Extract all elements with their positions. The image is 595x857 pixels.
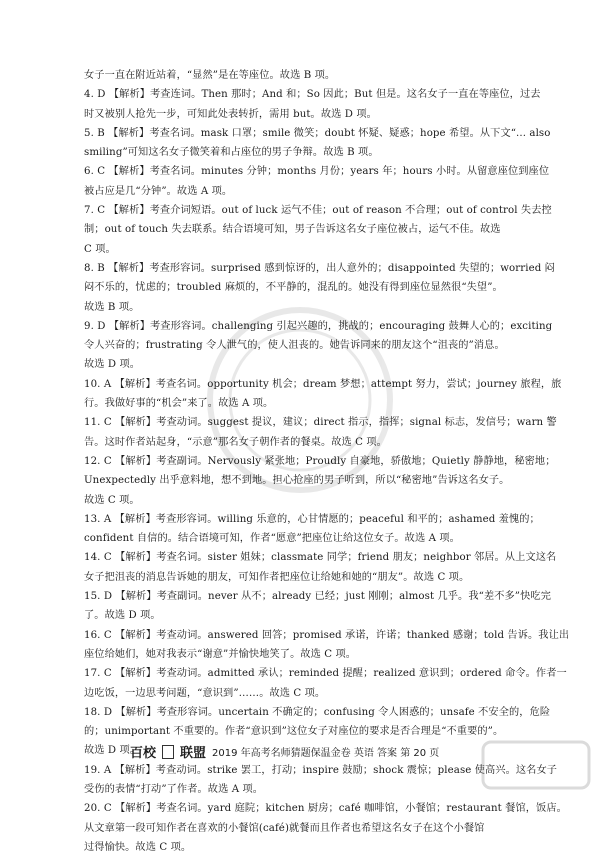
footer-brand-2: 联盟 (180, 746, 207, 761)
text-line: 7. C 【解析】考查介词短语。out of luck 运气不佳；out of reason 不合理；out of control 失去控 (84, 205, 552, 217)
text-line: 告。这时作者站起身，“示意”那名女子朝作者的餐桌。故选 C 项。 (84, 436, 387, 448)
text-line: 受伤的表情“打动”了作者。故选 A 项。 (84, 783, 264, 795)
text-line: 女子一直在附近站着，“显然”是在等座位。故选 B 项。 (84, 70, 336, 81)
text-line: 的；unimportant 不重要的。作者“意识到”这位女子对座位的要求是否合理是“不重要的”。 (84, 726, 504, 738)
text-line: 10. A 【解析】考查名词。opportunity 机会；dream 梦想；attempt 努力，尝试；journey 旅程，旅 (84, 378, 562, 390)
text-line: smiling”可知这名女子微笑着和占座位的男子争辩。故选 B 项。 (84, 147, 379, 159)
answer-page (84, 66, 570, 857)
text-line: 11. C 【解析】考查动词。suggest 提议，建议；direct 指示，指挥；signal 标志，发信号；warn 警 (84, 417, 557, 429)
text-line: 座位给她们，她对我表示“谢意”并愉快地笑了。故选 C 项。 (84, 648, 357, 660)
text-line: 20. C 【解析】考查名词。yard 庭院；kitchen 厨房；café 咖啡馆，小餐馆；restaurant 餐馆，饭店。 (84, 803, 567, 815)
text-line: 19. A 【解析】考查动词。strike 罢工，打动；inspire 鼓励；shock 震惊；please 使高兴。这名女子 (84, 764, 558, 776)
text-line: 16. C 【解析】考查动词。answered 回答；promised 承诺，许诺；thanked 感谢；told 告诉。我让出 (84, 629, 570, 641)
text-line: 8. B 【解析】考查形容词。surprised 感到惊讶的，出人意外的；disappointed 失望的；worried 闷 (84, 262, 555, 274)
text-line: 9. D 【解析】考查形容词。challenging 引起兴趣的，挑战的；encouraging 鼓舞人心的；exciting (84, 320, 553, 332)
footer-text: 2019 年高考名师猜题保温金卷 英语 答案 第 20 页 (212, 748, 440, 759)
text-line: 12. C 【解析】考查副词。Nervously 紧张地；Proudly 自豪地，骄傲地；Quietly 静静地，秘密地； (84, 455, 556, 467)
text-line: 制；out of touch 失去联系。结合语境可知，男子告诉这名女子座位被占，运气不佳。故选 (84, 224, 501, 236)
text-line: 15. D 【解析】考查副词。never 从不；already 已经；just 刚刚；almost 几乎。我“差不多”快吃完 (84, 591, 551, 603)
text-line: 令人兴奋的；frustrating 令人泄气的，使人沮丧的。她告诉同来的朋友这个“沮丧的”消息。 (84, 340, 505, 352)
text-line: 故选 C 项。 (84, 494, 140, 506)
text-line: 5. B 【解析】考查名词。mask 口罩；smile 微笑；doubt 怀疑、疑惑；hope 希望。从下文“... also (84, 127, 551, 139)
text-line: 被占应是几“分钟”。故选 A 项。 (84, 185, 233, 197)
text-line: C 项。 (84, 243, 116, 255)
text-line: 14. C 【解析】考查名词。sister 姐妹；classmate 同学；friend 朋友；neighbor 邻居。从上文这名 (84, 552, 557, 564)
text-line: 6. C 【解析】考查名词。minutes 分钟；months 月份；years 年；hours 小时。从留意座位到座位 (84, 166, 550, 178)
text-line: 行。我做好事的“机会”来了。故选 A 项。 (84, 398, 274, 410)
text-line: confident 自信的。结合语境可知，作者“愿意”把座位让给这位女子。故选 A 项。 (84, 533, 460, 545)
text-line: 18. D 【解析】考查形容词。uncertain 不确定的；confusing 令人困惑的；unsafe 不安全的，危险 (84, 706, 551, 718)
footer-logo-icon (162, 745, 174, 759)
text-line: 从文章第一段可知作者在喜欢的小餐馆(café)就餐而且作者也希望这名女子在这个小餐馆 (84, 822, 485, 834)
text-line: 时又被别人抢先一步，可知此处表转折，需用 but。故选 D 项。 (84, 108, 377, 120)
footer-brand: 百校 (130, 746, 157, 761)
text-line: 故选 D 项。 (84, 359, 141, 371)
text-line: 了。故选 D 项。 (84, 610, 161, 622)
text-line: 闷不乐的，忧虑的；troubled 麻烦的，不平静的，混乱的。她没有得到座位显然很“失望”。 (84, 282, 503, 294)
text-line: 女子把沮丧的消息告诉她的朋友，可知作者把座位让给她和她的“朋友”。故选 C 项。 (84, 571, 470, 583)
text-line: 故选 D 项。 (84, 745, 141, 757)
text-line: 过得愉快。故选 C 项。 (84, 841, 192, 853)
text-line: 故选 B 项。 (84, 301, 140, 313)
text-line: 边吃饭，一边思考问题，“意识到”……。故选 C 项。 (84, 687, 326, 699)
corner-watermark-logo (481, 740, 591, 790)
text-line: Unexpectedly 出乎意料地，想不到地。担心抢座的男子听到，所以“秘密地”告诉这名女子。 (84, 475, 510, 487)
text-line: 17. C 【解析】考查动词。admitted 承认；reminded 提醒；realized 意识到；ordered 命令。作者一 (84, 668, 567, 680)
page-footer (130, 742, 439, 761)
text-line: 13. A 【解析】考查形容词。willing 乐意的，心甘情愿的；peaceful 和平的；ashamed 羞愧的； (84, 513, 540, 525)
text-line: 4. D 【解析】考查连词。Then 那时；And 和；So 因此；But 但是。这名女子一直在等座位，过去 (84, 89, 541, 101)
